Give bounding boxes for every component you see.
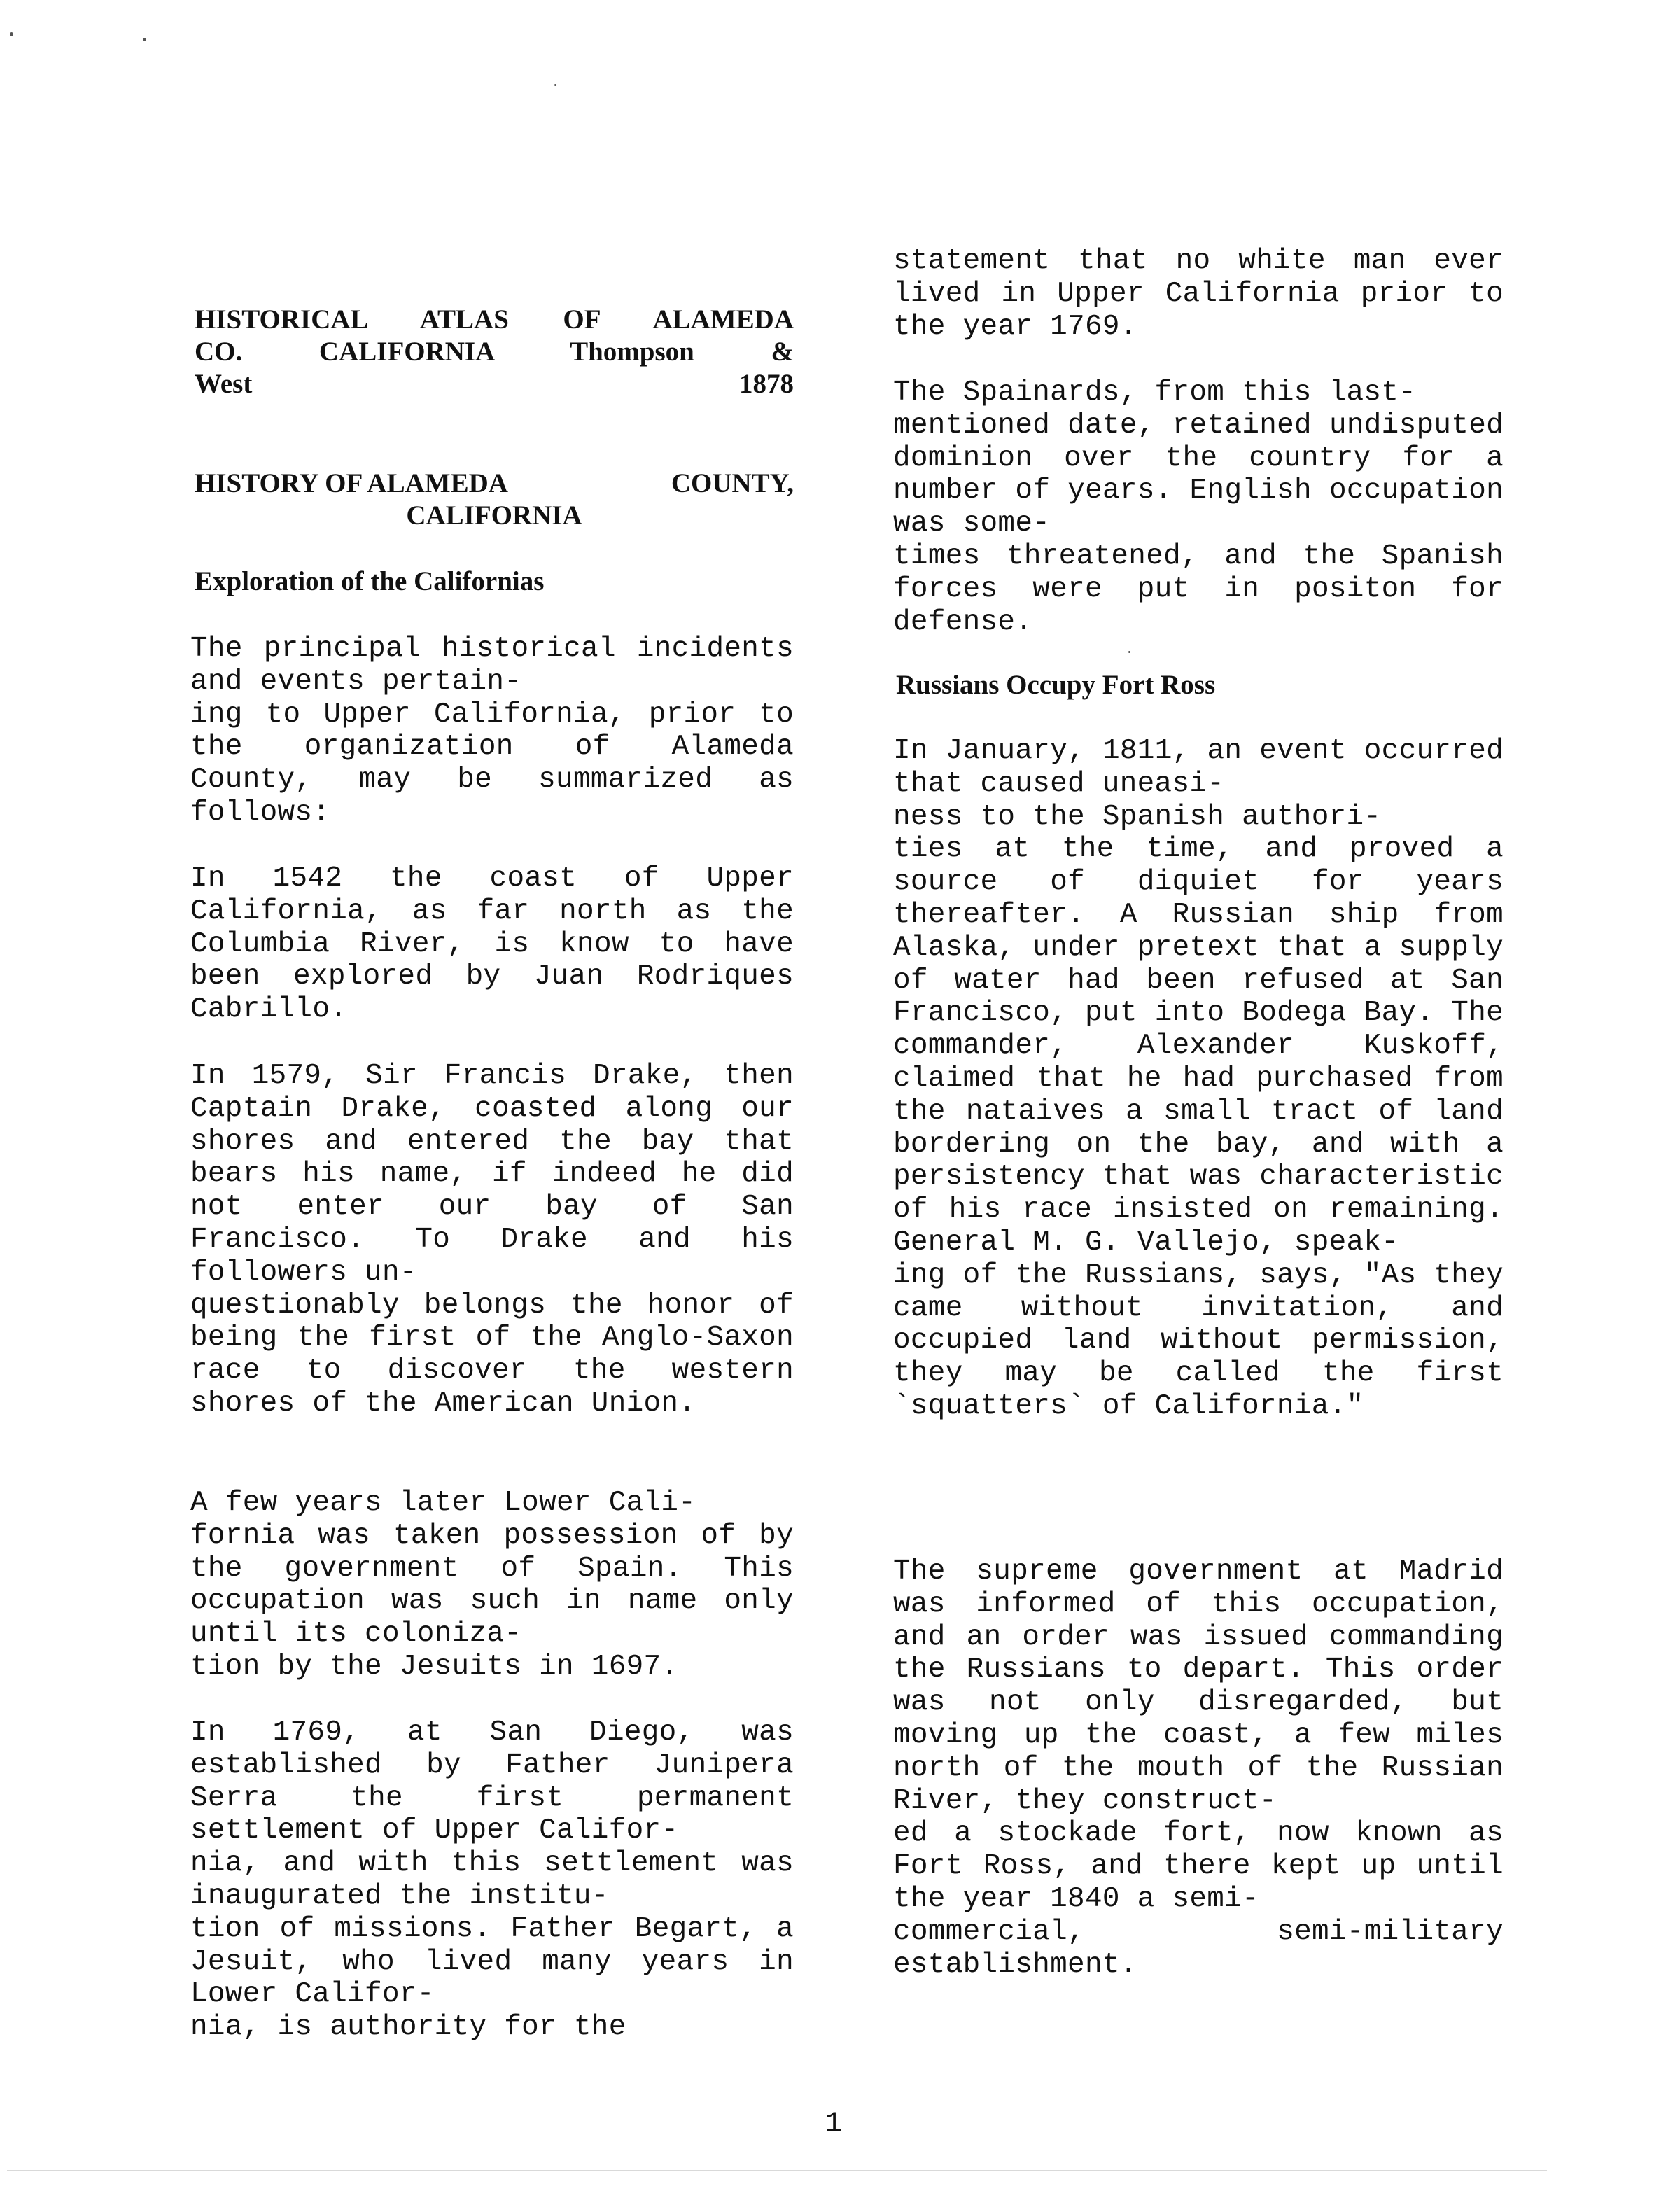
paragraph: The Spainards, from this last- mentioned date, retained undisputed dominion over the country for a number of years. English occupation was some- times threatened, and the Spanish forces were put in positon for defense. bbox=[893, 377, 1504, 638]
atlas-title-line: HISTORICAL ATLAS OF ALAMEDA bbox=[195, 304, 794, 335]
paragraph: statement that no white man ever lived in Upper California prior to the year 1769. bbox=[893, 245, 1504, 343]
page-number: 1 bbox=[825, 2107, 843, 2141]
paragraph: In January, 1811, an event occurred that caused uneasi- ness to the Spanish authori- ties at the time, and proved a source of diquiet for years thereafter. A Russian ship from Alaska, under pretext that a supply of water had been refused at San Francisco, put into Bodega Bay. The commander, Alexander Kuskoff, claimed that he had purchased from the nataives a small tract of land bordering on the bay, and with a persistency that was characteristic of his race insisted on remaining. General M. G. Vallejo, speak- ing of the Russians, says, "As they came without invitation, and occupied land without permission, they may be called the first `squatters` of California." bbox=[893, 735, 1504, 1422]
exploration-heading: Exploration of the Californias bbox=[195, 566, 545, 596]
atlas-title-line: CO. CALIFORNIA Thompson & bbox=[195, 337, 794, 367]
paragraph: In 1542 the coast of Upper California, as far north as the Columbia River, is know to have been explored by Juan Rodriques Cabrillo. bbox=[190, 862, 794, 1026]
paragraph: In 1579, Sir Francis Drake, then Captain Drake, coasted along our shores and entered the bay that bears his name, if indeed he did not enter our bay of San Francisco. To Drake and his followers un- questionably belongs the honor of being the first of the Anglo-Saxon race to discover the western shores of the American Union. bbox=[190, 1060, 794, 1420]
russians-heading: Russians Occupy Fort Ross bbox=[896, 670, 1216, 700]
paragraph: The principal historical incidents and events pertain- ing to Upper California, prior to the organization of Alameda County, may be summarized as follows: bbox=[190, 633, 794, 829]
paragraph: The supreme government at Madrid was informed of this occupation, and an order was issued commanding the Russians to depart. This order was not only disregarded, but moving up the coast, a few miles north of the mouth of the Russian River, they construct- ed a stockade fort, now known as Fort Ross, and there kept up until the year 1840 a semi- commercial, semi-military establishment. bbox=[893, 1555, 1504, 1981]
atlas-title-line: West 1878 bbox=[195, 369, 794, 399]
scan-speck bbox=[1128, 651, 1130, 653]
scan-speck bbox=[10, 32, 13, 36]
paragraph: A few years later Lower Cali- fornia was taken possession of by the government of Spain. This occupation was such in name only until its coloniza- tion by the Jesuits in 1697. bbox=[190, 1487, 794, 1683]
scan-edge-line bbox=[7, 2170, 1547, 2171]
atlas-title bbox=[195, 304, 794, 400]
scan-speck bbox=[143, 38, 146, 41]
history-heading-line2: CALIFORNIA bbox=[406, 500, 582, 531]
history-heading bbox=[195, 468, 794, 532]
paragraph: In 1769, at San Diego, was established by Father Junipera Serra the first permanent settlement of Upper Califor- nia, and with this settlement was inaugurated the institu- tion of missions. Father Begart, a Jesuit, who lived many years in Lower Califor- nia, is authority for the bbox=[190, 1716, 794, 2044]
history-heading-part: HISTORY OF ALAMEDA bbox=[195, 468, 508, 498]
history-heading-part: COUNTY, bbox=[671, 468, 794, 498]
scan-speck bbox=[554, 84, 556, 86]
